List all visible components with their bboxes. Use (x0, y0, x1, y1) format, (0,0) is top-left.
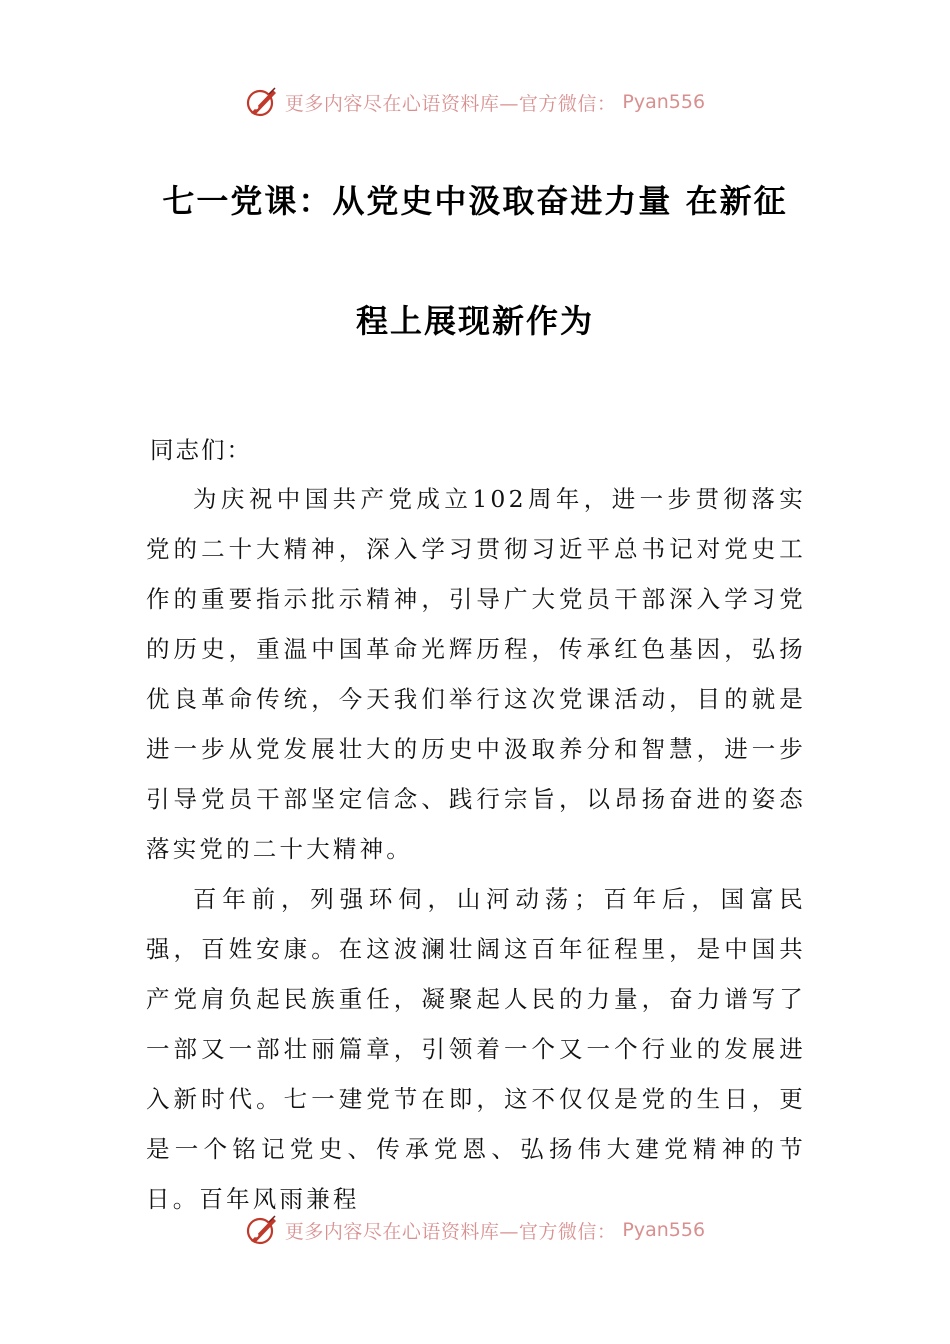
salutation: 同志们： (150, 436, 252, 464)
quill-logo-icon (245, 1213, 279, 1247)
body-paragraph-1 (146, 474, 806, 874)
banner-text: 更多内容尽在心语资料库—官方微信： (284, 1220, 617, 1243)
banner-text: 更多内容尽在心语资料库—官方微信： (284, 92, 617, 115)
paragraph-text: 为庆祝中国共产党成立102周年，进一步贯彻落实党的二十大精神，深入学习贯彻习近平总书记对党史工作的重要指示批示精神，引导广大党员干部深入学习党的历史，重温中国革命光辉历程，传承红色基因，弘扬优良革命传统，今天我们举行这次党课活动，目的就是进一步从党发展壮大的历史中汲取养分和智慧，进一步引导党员干部坚定信念、践行宗旨，以昂扬奋进的姿态落实党的二十大精神。 (146, 485, 806, 863)
quill-logo-icon (245, 85, 279, 119)
wechat-id: Pyan556 (622, 91, 706, 113)
page-title-line-1: 七一党课：从党史中汲取奋进力量 在新征 (162, 182, 788, 220)
paragraph-text: 百年前，列强环伺，山河动荡；百年后，国富民强，百姓安康。在这波澜壮阔这百年征程里，是中国共产党肩负起民族重任，凝聚起人民的力量，奋力谱写了一部又一部壮丽篇章，引领着一个又一个行业的发展进入新时代。七一建党节在即，这不仅仅是党的生日，更是一个铭记党史、传承党恩、弘扬伟大建党精神的节日。百年风雨兼程 (146, 885, 806, 1213)
wechat-id: Pyan556 (622, 1219, 706, 1241)
page-title-line-2: 程上展现新作为 (355, 302, 594, 340)
footer-banner (0, 1210, 950, 1250)
header-banner (0, 82, 950, 122)
body-paragraph-2 (146, 874, 806, 1224)
